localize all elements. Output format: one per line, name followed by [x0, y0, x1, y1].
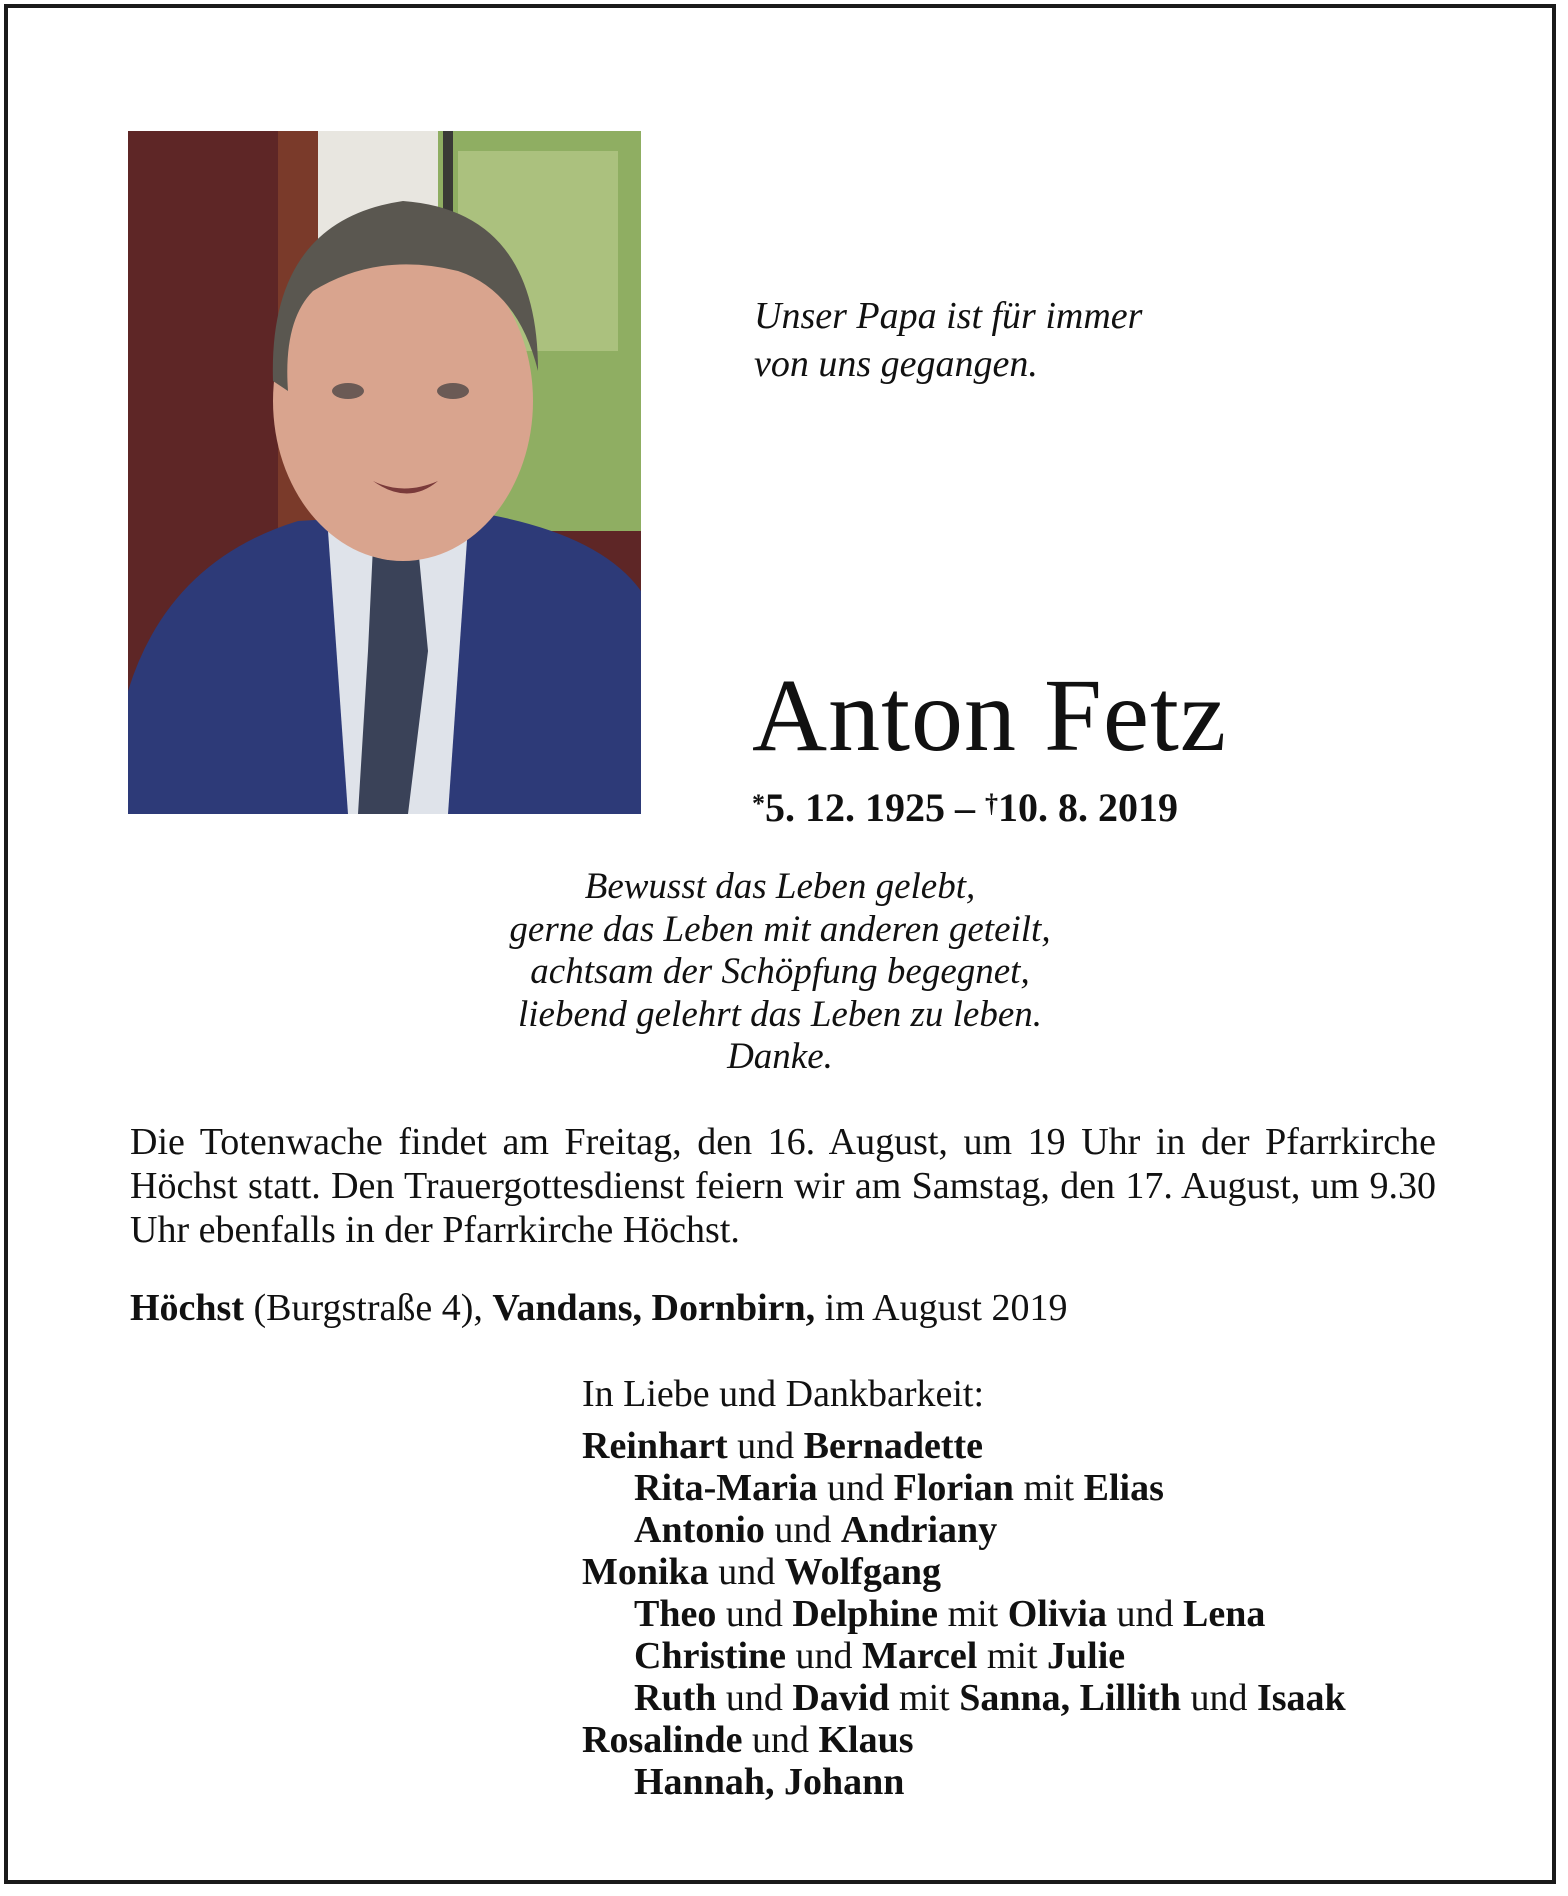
- mourner-name: Rita-Maria: [634, 1467, 818, 1509]
- mourner-connector: und: [742, 1719, 819, 1761]
- mourner-name: Sanna, Lillith: [959, 1677, 1181, 1719]
- mourner-name: Lena: [1182, 1593, 1266, 1635]
- mourner-name: Marcel: [862, 1635, 978, 1677]
- place-town-1: Höchst: [130, 1287, 244, 1329]
- mourner-name: Julie: [1047, 1635, 1126, 1677]
- mourner-line: [582, 1551, 1346, 1593]
- mourner-name: Andriany: [840, 1509, 998, 1551]
- mourner-name: David: [792, 1677, 890, 1719]
- mourner-line: [582, 1509, 1346, 1551]
- poem: [430, 866, 1130, 1079]
- mourner-line: [582, 1467, 1346, 1509]
- poem-line: liebend gelehrt das Leben zu leben.: [517, 993, 1043, 1035]
- mourner-line: [582, 1761, 1346, 1803]
- mourner-connector: und: [727, 1425, 804, 1467]
- mourner-name: Theo: [634, 1593, 717, 1635]
- mourner-name: Antonio: [634, 1509, 765, 1551]
- mourner-name: Hannah, Johann: [634, 1761, 905, 1803]
- mourner-connector: und: [786, 1635, 862, 1677]
- place-towns-2: Vandans, Dornbirn,: [492, 1287, 816, 1329]
- mourner-connector: mit: [889, 1677, 960, 1719]
- death-date: 10. 8. 2019: [998, 785, 1178, 830]
- place-address: (Burgstraße 4),: [244, 1287, 493, 1329]
- mourner-connector: und: [1106, 1593, 1183, 1635]
- mourner-name: Elias: [1083, 1467, 1164, 1509]
- mourner-connector: und: [764, 1509, 841, 1551]
- mourner-lines: [582, 1425, 1346, 1803]
- date-separator: –: [945, 785, 985, 830]
- mourner-name: Rosalinde: [582, 1719, 743, 1761]
- poem-line: Bewusst das Leben gelebt,: [584, 866, 976, 907]
- mourner-connector: mit: [977, 1635, 1048, 1677]
- mourner-connector: mit: [1013, 1467, 1084, 1509]
- mourner-name: Isaak: [1256, 1677, 1346, 1719]
- mourner-line: [582, 1677, 1346, 1719]
- tagline: [754, 292, 1142, 388]
- birth-date: 5. 12. 1925: [765, 785, 945, 830]
- deceased-name: Anton Fetz: [752, 658, 1228, 773]
- mourner-line: [582, 1593, 1346, 1635]
- tagline-line-1: Unser Papa ist für immer: [754, 295, 1143, 337]
- mourner-name: Christine: [634, 1635, 786, 1677]
- mourner-line: [582, 1425, 1346, 1467]
- portrait-illustration: [128, 131, 641, 814]
- mourner-name: Florian: [893, 1467, 1014, 1509]
- mourner-connector: und: [716, 1593, 793, 1635]
- mourner-name: Klaus: [818, 1719, 914, 1761]
- place-line: [130, 1286, 1067, 1330]
- place-date: im August 2019: [815, 1287, 1068, 1329]
- mourner-name: Delphine: [792, 1593, 939, 1635]
- mourner-connector: und: [708, 1551, 785, 1593]
- mourner-name: Ruth: [634, 1677, 717, 1719]
- mourner-name: Wolfgang: [784, 1551, 941, 1593]
- mourner-name: Reinhart: [582, 1425, 728, 1467]
- mourners-intro: In Liebe und Dankbarkeit:: [582, 1373, 985, 1415]
- mourner-connector: und: [716, 1677, 793, 1719]
- portrait-photo: [128, 131, 641, 814]
- mourner-name: Monika: [582, 1551, 709, 1593]
- life-dates: [752, 784, 1178, 832]
- mourner-line: [582, 1635, 1346, 1677]
- announcement-text: Die Totenwache findet am Freitag, den 16. August, um 19 Uhr in der Pfarrkirche Höchst statt. Den Trauergottesdienst feiern wir am Samstag, den 17. August, um 9.30 Uhr ebenfalls in der Pfarrkirche Höchst.: [130, 1121, 1436, 1251]
- poem-line: Danke.: [727, 1036, 833, 1077]
- birth-symbol: *: [752, 789, 765, 818]
- mourner-name: Bernadette: [803, 1425, 984, 1467]
- mourner-connector: und: [817, 1467, 894, 1509]
- mourner-connector: und: [1180, 1677, 1257, 1719]
- death-symbol: †: [985, 789, 998, 818]
- mourner-name: Olivia: [1007, 1593, 1107, 1635]
- mourners-list: [582, 1373, 1346, 1803]
- poem-line: achtsam der Schöpfung begegnet,: [530, 951, 1030, 992]
- mourner-line: [582, 1719, 1346, 1761]
- poem-line: gerne das Leben mit anderen geteilt,: [509, 908, 1051, 950]
- mourner-connector: mit: [938, 1593, 1008, 1635]
- tagline-line-2: von uns gegangen.: [754, 343, 1038, 385]
